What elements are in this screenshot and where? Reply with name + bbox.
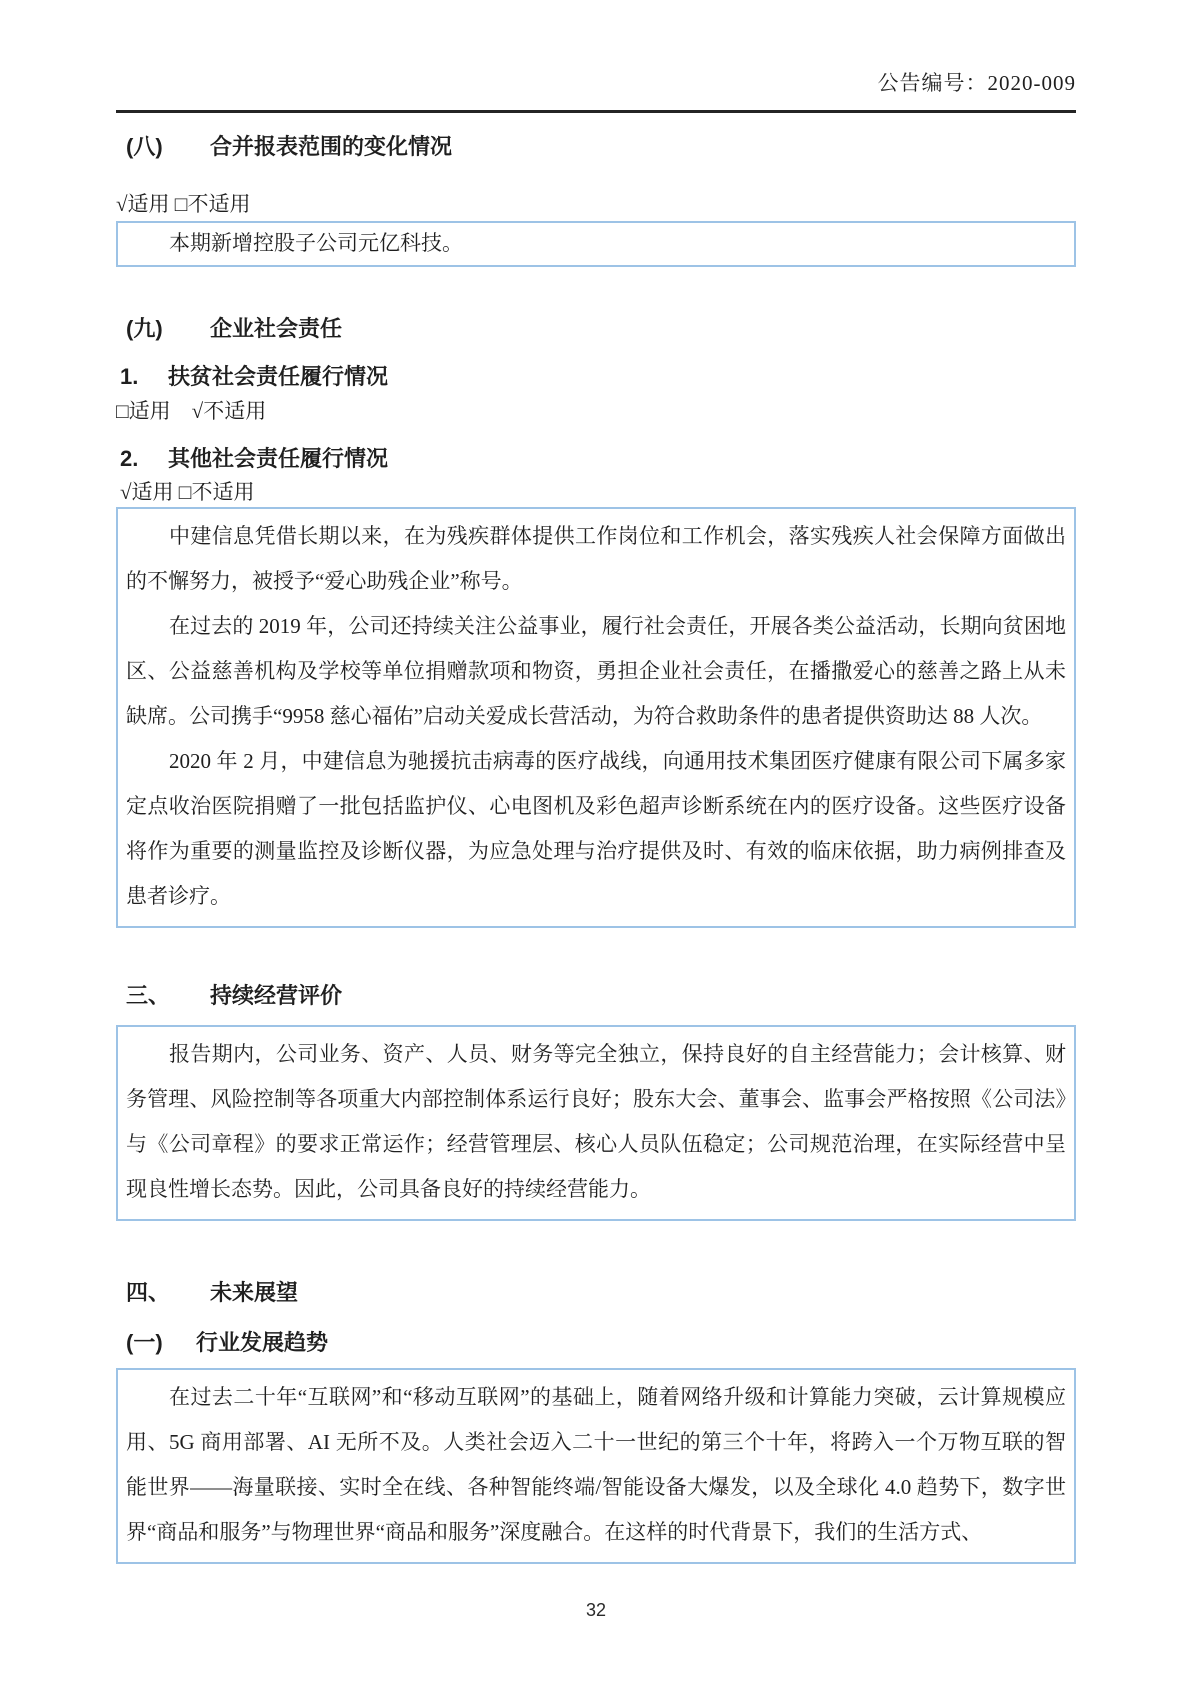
industry-trend-box — [116, 1368, 1076, 1564]
heading-item-2-title: 其他社会责任履行情况 — [168, 446, 389, 471]
csr-box — [116, 507, 1076, 928]
heading-section-8-label: (八) — [126, 134, 163, 159]
heading-item-2-number: 2. — [120, 446, 139, 471]
heading-industry-trend-label: (一) — [126, 1330, 163, 1355]
csr-paragraph-2: 在过去的 2019 年，公司还持续关注公益事业，履行社会责任，开展各类公益活动，长期向贫困地区、公益慈善机构及学校等单位捐赠款项和物资，勇担企业社会责任，在播撒爱心的慈善之路上从未缺席。公司携手“9958 慈心福佑”启动关爱成长营活动，为符合救助条件的患者提供资助达 88 人次。 — [126, 614, 1066, 728]
heading-outlook-label: 四、 — [126, 1280, 171, 1305]
heading-section-9-title: 企业社会责任 — [210, 316, 343, 341]
scope-change-text: 本期新增控股子公司元亿科技。 — [169, 231, 463, 255]
heading-going-concern-title: 持续经营评价 — [210, 983, 343, 1008]
heading-industry-trend-title: 行业发展趋势 — [196, 1330, 329, 1355]
csr-paragraph-1: 中建信息凭借长期以来，在为残疾群体提供工作岗位和工作机会，落实残疾人社会保障方面做出的不懈努力，被授予“爱心助残企业”称号。 — [126, 524, 1066, 593]
header-rule — [116, 110, 1076, 113]
heading-item-2 — [120, 447, 1076, 471]
heading-outlook-title: 未来展望 — [210, 1280, 299, 1305]
page-number: 32 — [585, 1600, 607, 1620]
industry-trend-paragraph: 在过去二十年“互联网”和“移动互联网”的基础上，随着网络升级和计算能力突破，云计算规模应用、5G 商用部署、AI 无所不及。人类社会迈入二十一世纪的第三个十年，将跨入一个万物互联的智能世界——海量联接、实时全在线、各种智能终端/智能设备大爆发，以及全球化 4.0 趋势下，数字世界“商品和服务”与物理世界“商品和服务”深度融合。在这样的时代背景下，我们的生活方式、 — [126, 1385, 1066, 1544]
page-header — [116, 70, 1076, 96]
heading-section-9 — [126, 317, 1076, 341]
notice-number: 公告编号：2020-009 — [877, 71, 1076, 95]
going-concern-box — [116, 1025, 1076, 1221]
heading-section-9-label: (九) — [126, 316, 163, 341]
heading-item-1-title: 扶贫社会责任履行情况 — [168, 364, 389, 389]
going-concern-paragraph: 报告期内，公司业务、资产、人员、财务等完全独立，保持良好的自主经营能力；会计核算、财务管理、风险控制等各项重大内部控制体系运行良好；股东大会、董事会、监事会严格按照《公司法》与《公司章程》的要求正常运作；经营管理层、核心人员队伍稳定；公司规范治理，在实际经营中呈现良性增长态势。因此，公司具备良好的持续经营能力。 — [126, 1042, 1066, 1201]
heading-going-concern — [126, 984, 1076, 1008]
heading-section-8 — [126, 135, 1076, 159]
heading-item-1 — [120, 365, 1076, 389]
heading-section-8-title: 合并报表范围的变化情况 — [210, 134, 453, 159]
item-1-applicability: □适用 √不适用 — [116, 399, 267, 423]
heading-going-concern-label: 三、 — [126, 983, 171, 1008]
item-2-applicability: √适用 □不适用 — [120, 480, 255, 504]
heading-industry-trend — [126, 1331, 1076, 1355]
section-8-applicability: √适用 □不适用 — [116, 192, 251, 216]
csr-paragraph-3: 2020 年 2 月，中建信息为驰援抗击病毒的医疗战线，向通用技术集团医疗健康有限公司下属多家定点收治医院捐赠了一批包括监护仪、心电图机及彩色超声诊断系统在内的医疗设备。这些医疗设备将作为重要的测量监控及诊断仪器，为应急处理与治疗提供及时、有效的临床依据，助力病例排查及患者诊疗。 — [126, 749, 1066, 908]
scope-change-box — [116, 221, 1076, 267]
heading-outlook — [126, 1281, 1076, 1305]
heading-item-1-number: 1. — [120, 364, 139, 389]
